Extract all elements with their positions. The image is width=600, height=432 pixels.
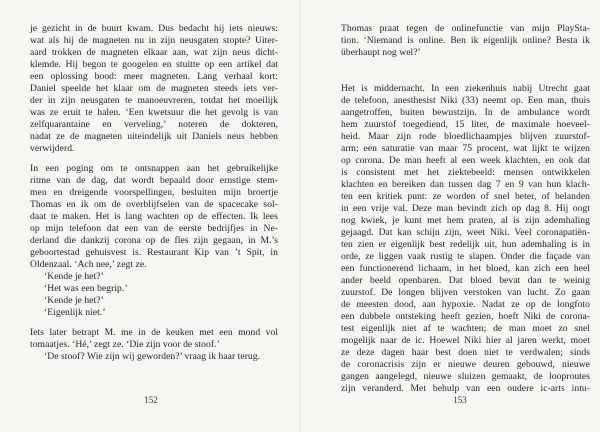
text-line: Oldenzaal. ‘Ach nee,’ zegt ze.: [30, 259, 147, 270]
text-line: Daniel speelde het klaar om de magneten steeds iets ver-: [30, 83, 278, 94]
text-line: nadat ze de magneten uiteindelijk uit Daniels neus hebben: [30, 131, 278, 142]
text-line: men en dreigende voorspellingen, besluiten mijn broertje: [30, 187, 278, 198]
text-line: de coronacrisis zijn er nieuwe deuren gebouwd, nieuwe: [341, 359, 590, 370]
text-line: een functionerend lichaam, in het bloed, kan zich een heel: [341, 263, 590, 274]
text-line: ‘Kende je het?’: [44, 271, 104, 282]
text-line: test eigenlijk niet af te wachten; de man moet zo snel: [341, 323, 590, 334]
text-line: aard trokken de magneten elkaar aan, wat zijn neus dicht-: [30, 47, 278, 58]
text-line: orde, ze liggen vaak rustig te slapen. Onder die façade van: [341, 251, 590, 262]
text-line: aangetroffen, buiten bewustzijn. In de ambulance wordt: [341, 107, 590, 118]
page-number: 153: [453, 395, 467, 405]
page-number: 152: [144, 395, 158, 405]
text-line: arm; een saturatie van maar 75 procent, wat lijkt te wijzen: [341, 143, 590, 154]
text-line: was ze eruit te halen. ‘Een kwetsuur die het gevolg is van: [30, 107, 278, 118]
text-line: daat te maken. Het is lang wachten op de effecten. Ik lees: [30, 211, 278, 222]
text-line: een oplossing bood: meer magneten. Lang verhaal kort:: [30, 71, 278, 82]
text-line: op mijn telefoon dat een van de eerste bedrijfjes in Ne-: [30, 223, 278, 234]
text-line: gejaagd. Dat kan schijn zijn, weet Niki. Veel coronapatiën-: [341, 227, 590, 238]
text-line: zijn veranderd. Met behulp van een oudere ic-arts intu-: [341, 383, 590, 394]
text-line: ‘Eigenlijk niet.’: [44, 307, 106, 318]
text-line: tomaatjes. ‘Hé,’ zegt ze. ‘Die zijn voor de stoof.’: [30, 339, 220, 350]
text-line: Iets later betrapt M. me in de keuken met een mond vol: [30, 327, 278, 338]
text-line: ten zien er eigenlijk best redelijk uit, hun ademhaling is in: [341, 239, 590, 250]
text-line: wat als hij de magneten nu in zijn neusgaten stopte? Uiter-: [30, 35, 278, 46]
text-line: mogelijk naar de ic. Hoewel Niki hier al jaren werkt, moet: [341, 335, 590, 346]
text-line: Het is middernacht. In een ziekenhuis nabij Utrecht gaat: [341, 83, 590, 94]
text-line: nog kwiek, je kunt met hem praten, al is zijn ademhaling: [341, 215, 590, 226]
right-page: [300, 0, 600, 432]
text-line: ‘Kende je het?’: [44, 295, 104, 306]
text-line: tion. ‘Niemand is online. Ben ik eigenlijk online? Besta ik: [341, 35, 590, 46]
text-line: in een vrije val. Deze man bevindt zich op dag 8. Hij oogt: [341, 203, 590, 214]
text-line: is consistent met het ziektebeeld: mensen ontwikkelen: [341, 167, 590, 178]
text-line: Thomas en ik om de overblijfselen van de spacecake sol-: [30, 199, 278, 210]
text-line: ander beeld openbaren. Dat bloed bevat dan te weinig: [341, 275, 590, 286]
text-line: gangen aangelegd, nieuwe sluizen gemaakt, de looproutes: [341, 371, 590, 382]
text-line: derland die dankzij corona op de fles zijn gegaan, in M.’s: [30, 235, 278, 246]
text-line: je gezicht in de buurt kwam. Dus bedacht hij iets nieuws:: [30, 23, 278, 34]
text-line: ze deze dagen haar best doen niet te verdwalen; sinds: [341, 347, 590, 358]
text-line: hem zuurstof toegediend, 15 liter, de maximale hoeveel-: [341, 119, 590, 130]
text-line: een dubbele ontsteking heeft gezien, hoeft Niki de corona-: [341, 311, 590, 322]
text-line: klachten en bereiken dan tussen dag 7 en 9 van hun klach-: [341, 179, 590, 190]
text-line: de telefoon, anesthesist Niki (33) neemt op. Een man, thuis: [341, 95, 590, 106]
text-line: ‘De stoof? Wie zijn wij geworden?’ vraag ik haar terug.: [44, 351, 261, 362]
text-line: de meesten dood, aan hypoxie. Nadat ze op de longfoto: [341, 299, 590, 310]
text-line: ten een kritiek punt: ze worden of snel beter, of belanden: [341, 191, 590, 202]
text-line: In een poging om te ontsnappen aan het gebruikelijke: [30, 163, 278, 174]
text-line: Thomas praat tegen de onlinefunctie van mijn PlaySta-: [341, 23, 590, 34]
text-line: zelfquarantaine en verveling,’ noteren de dokteren,: [30, 119, 278, 130]
text-line: ritme van de dag, dat wordt bepaald door ernstige stem-: [30, 175, 278, 186]
text-line: überhaupt nog wel?’: [341, 47, 421, 58]
text-line: op corona. De man heeft al een week klachten, en ook dat: [341, 155, 590, 166]
text-line: geboortestad gehuisvest is. Restaurant Kip van ’t Spit, in: [30, 247, 278, 258]
text-line: zuurstof. De longen blijven verstoken van lucht. Zo gaan: [341, 287, 590, 298]
text-line: heid. Maar zijn rode bloedlichaampjes blijven zuurstof-: [341, 131, 590, 142]
text-line: ‘Het was een begrip.’: [44, 283, 128, 294]
text-line: klemde. Hij begon te googelen en stuitte op een artikel dat: [30, 59, 278, 70]
text-line: der in zijn neusgaten te manoeuvreren, totdat het moeilijk: [30, 95, 278, 106]
text-line: verwijderd.: [30, 143, 75, 154]
